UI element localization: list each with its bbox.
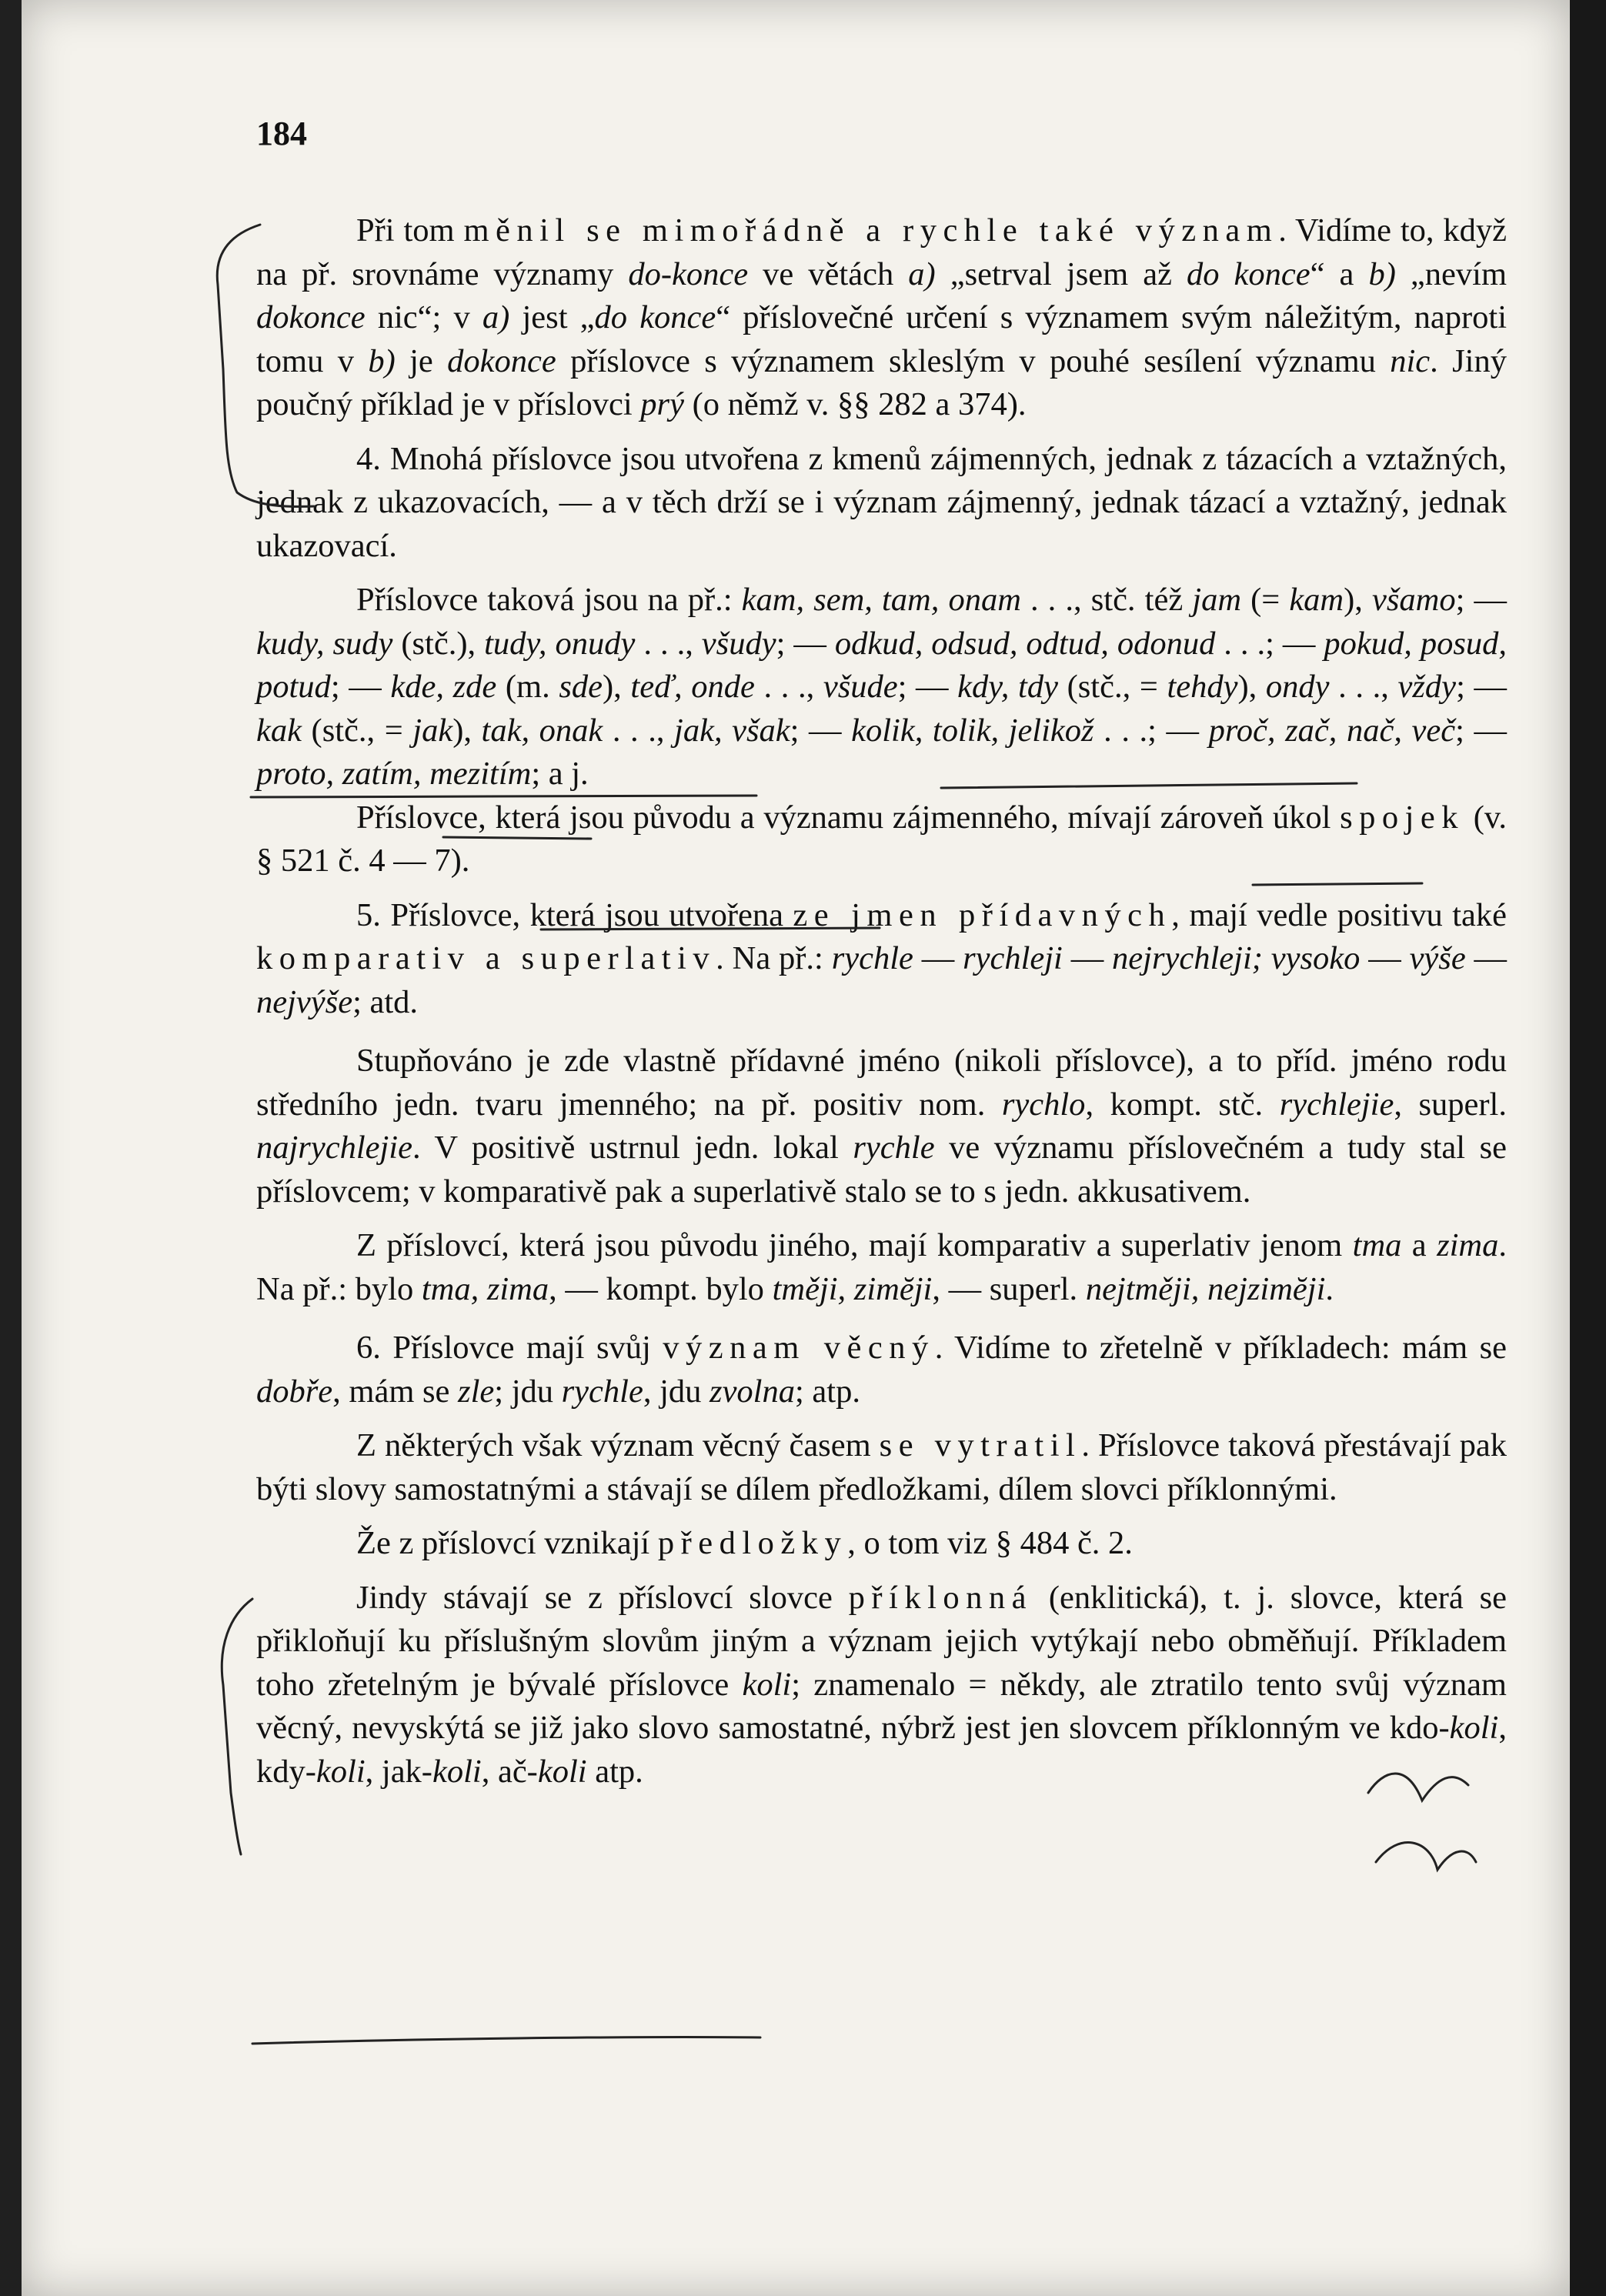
italic-term: do konce (594, 299, 716, 335)
text-run: . V positivě ustrnul jedn. lokal (412, 1130, 853, 1166)
italic-term: tehdy (1167, 669, 1238, 705)
text-run: ; atp. (795, 1373, 860, 1410)
text-run: ), (1237, 669, 1266, 705)
italic-term: zima (1437, 1227, 1499, 1263)
italic-term: nejrychleji; vysoko (1112, 940, 1361, 976)
text-run: , — superl. (932, 1270, 1086, 1307)
handwritten-note (1368, 1774, 1476, 1870)
text-run: ; — (1456, 669, 1507, 705)
emphasized-text: ze jmen přídavných (793, 896, 1172, 933)
italic-term: rychle (831, 940, 913, 976)
italic-term: dobře (256, 1373, 333, 1410)
text-run: , — kompt. bylo (549, 1270, 773, 1307)
text-run: . (1325, 1270, 1334, 1307)
text-run: — (1062, 940, 1113, 976)
text-run: , kdy- (256, 1710, 1507, 1790)
text-run: . Vidíme to, když na př. srovnáme významy (256, 212, 1507, 292)
margin-bracket-top (217, 225, 314, 506)
text-run: jest „ (509, 299, 595, 335)
text-run: atp. (586, 1753, 643, 1790)
italic-term: jam (1192, 582, 1242, 618)
text-run: ; atd. (352, 983, 419, 1020)
text-run: , jak- (365, 1753, 432, 1790)
italic-term: kak (256, 712, 302, 749)
text-run: je (395, 342, 448, 379)
italic-term: proč, zač, nač, več (1208, 712, 1456, 749)
italic-term: ondy (1265, 669, 1330, 705)
text-run: Z některých však význam věcný časem (356, 1427, 880, 1463)
text-run: 5. Příslovce, která jsou utvořena (356, 896, 793, 933)
italic-term: rychleji (963, 940, 1063, 976)
text-run: . Jiný poučný příklad je v příslovci (256, 342, 1507, 422)
italic-term: zle (458, 1373, 495, 1410)
text-run: ; — (330, 669, 391, 705)
italic-term: kam, sem, tam, onam (741, 582, 1021, 618)
text-run: . Příslovce taková přestávají pak býti slovy samostatnými a stávají se dílem předložkami, dílem slovci příklonnými. (256, 1427, 1508, 1507)
text-run: (stč.), (392, 625, 485, 662)
italic-term: prý (640, 386, 684, 422)
italic-term: proto, zatím, mezitím (256, 756, 532, 792)
italic-term: všudy (701, 625, 776, 662)
text-run: ; a j. (531, 756, 589, 792)
italic-term: dokonce (447, 342, 556, 379)
italic-term: koli (1449, 1710, 1499, 1746)
italic-term: rychlejie (1279, 1086, 1394, 1123)
text-run: (m. (496, 669, 559, 705)
scan-edge-right (1570, 0, 1606, 2296)
text-run: ve větách (748, 255, 909, 292)
italic-term: kde, zde (390, 669, 497, 705)
italic-term: nejvýše (256, 983, 353, 1020)
italic-term: koli (432, 1753, 482, 1790)
italic-term: jak, však (674, 712, 790, 749)
italic-term: a) (482, 299, 510, 335)
text-run: . . ., stč. též (1020, 582, 1193, 618)
underline-pokud (941, 783, 1357, 788)
italic-term: b) (1368, 255, 1396, 292)
text-run: ve významu příslovečném a tudy stal se příslovcem; v komparativě pak a superlativě stalo se to s jedn. akkusativem. (256, 1130, 1507, 1210)
text-run: , mají vedle positivu také (1171, 896, 1507, 933)
italic-term: odkud, odsud, odtud, odonud (834, 625, 1216, 662)
text-run: . Na př.: (716, 940, 832, 976)
book-page (22, 0, 1570, 2296)
underline-koli (252, 2037, 760, 2044)
italic-term: teď, onde (630, 669, 755, 705)
italic-term: rychle (561, 1373, 643, 1410)
italic-term: pokud, posud, potud (256, 625, 1507, 705)
text-run: (stč., = (1057, 669, 1167, 705)
italic-term: nic (1390, 342, 1431, 379)
text-run: 4. Mnohá příslovce jsou utvořena z kmenů zájmenných, jednak z tázacích a vztažných, jednak z ukazovacích, — a v těch drží se i význam zájmenný, jednak tázací a vztažný, jednak ukazovací. (256, 440, 1507, 564)
text-run: . . ., (754, 669, 823, 705)
italic-term: výše (1409, 940, 1466, 976)
text-run: (o němž v. §§ 282 a 374). (683, 386, 1027, 422)
italic-term: koli (537, 1753, 587, 1790)
italic-term: tměji, zimĕji (772, 1270, 933, 1307)
text-run: a (1401, 1227, 1437, 1263)
italic-term: do-konce (628, 255, 749, 292)
underline-proc (541, 928, 880, 929)
italic-term: tma (1352, 1227, 1402, 1263)
italic-term: vždy (1397, 669, 1457, 705)
emphasized-text: předložky (657, 1525, 848, 1561)
text-run: Že z příslovcí vznikají (356, 1525, 658, 1561)
text-run: “ příslovečné určení s významem svým náležitým, naproti tomu v (256, 299, 1508, 379)
italic-term: koli (742, 1666, 792, 1703)
italic-term: tma, zima (421, 1270, 549, 1307)
italic-term: kolik, tolik, jelikož (851, 712, 1094, 749)
pencil-annotations (22, 0, 1570, 2296)
text-run: nic“; v (365, 299, 482, 335)
text-run: . Na př.: bylo (256, 1227, 1507, 1307)
text-run: , mám se (332, 1373, 459, 1410)
text-run: ; — (1455, 712, 1507, 749)
italic-term: tudy, onudy (484, 625, 636, 662)
emphasized-text: měnil se mimořádně a rychle také význam (463, 212, 1279, 249)
text-run: Při tom (356, 212, 464, 249)
text-run: (enklitická), t. j. slovce, která se přikloňují ku příslušným slovům jiným a význam jejich vytýkají nebo obměňují. Příkladem toho zřetelným je bývalé příslovce (256, 1579, 1507, 1703)
text-run: ), (1344, 582, 1372, 618)
italic-term: do konce (1186, 255, 1311, 292)
italic-term: zvolna (710, 1373, 795, 1410)
text-run: 6. Příslovce mají svůj (356, 1330, 663, 1366)
text-run: . Vidíme to zřetelně v příkladech: mám se (934, 1330, 1507, 1366)
italic-term: dokonce (256, 299, 366, 335)
margin-bracket-bottom (222, 1599, 252, 1854)
text-run: ; — (790, 712, 852, 749)
text-run: . . .; — (1093, 712, 1209, 749)
text-run: (= (1241, 582, 1290, 618)
text-run: ; — (1455, 582, 1508, 618)
text-run: ; jdu (494, 1373, 562, 1410)
text-run: “ a (1310, 255, 1369, 292)
text-run: , ač- (481, 1753, 538, 1790)
text-run: ), (603, 669, 631, 705)
italic-term: všamo (1372, 582, 1456, 618)
text-run: — (913, 940, 963, 976)
italic-term: tak, onak (481, 712, 603, 749)
text-run: ; — (897, 669, 958, 705)
italic-term: kdy, tdy (957, 669, 1058, 705)
underline-odkud (251, 796, 756, 797)
italic-term: všude (823, 669, 898, 705)
italic-term: kudy, sudy (256, 625, 393, 662)
text-run: — (1465, 940, 1508, 976)
italic-term: kam (1289, 582, 1344, 618)
text-run: . . ., (635, 625, 702, 662)
text-run: . . ., (603, 712, 675, 749)
text-run: , kompt. stč. (1085, 1086, 1280, 1123)
italic-term: a) (908, 255, 936, 292)
text-run: , superl. (1394, 1086, 1507, 1123)
text-run: , jdu (643, 1373, 710, 1410)
text-run: ; — (776, 625, 835, 662)
underline-ted (443, 837, 591, 839)
italic-term: koli (316, 1753, 366, 1790)
text-run: , o tom viz § 484 č. 2. (847, 1525, 1133, 1561)
text-run: „nevím (1395, 255, 1507, 292)
italic-term: najrychlejie (256, 1130, 412, 1166)
italic-term: b) (368, 342, 396, 379)
italic-term: jak (412, 712, 453, 749)
emphasized-text: spojek (1340, 799, 1465, 836)
italic-term: sde (559, 669, 603, 705)
italic-term: rychle (853, 1130, 935, 1166)
italic-term: nejtměji, nejzimĕji (1085, 1270, 1326, 1307)
text-run: Jindy stávají se z příslovcí slovce (356, 1579, 849, 1616)
text-run: ; znamenalo = někdy, ale ztratilo tento svůj význam věcný, nevyskýtá se již jako slovo samostatné, nýbrž jest jen slovcem příklonným ve kdo- (256, 1666, 1507, 1746)
text-run: příslovce s významem skleslým v pouhé sesílení významu (556, 342, 1391, 379)
page-number: 184 (256, 115, 307, 152)
text-run: . . ., (1329, 669, 1398, 705)
text-run: Příslovce, která jsou původu a významu zájmenného, mívají zároveň úkol (356, 799, 1341, 836)
text-run: Příslovce taková jsou na př.: (356, 582, 742, 618)
underline-kolik (1253, 883, 1422, 885)
text-run: — (1360, 940, 1410, 976)
text-run: Z příslovcí, která jsou původu jiného, mají komparativ a superlativ jenom (356, 1227, 1353, 1263)
text-run: (v. § 521 č. 4 — 7). (256, 799, 1507, 879)
scan-edge-left (0, 0, 22, 2296)
text-run: ), (452, 712, 482, 749)
emphasized-text: se vytratil (879, 1427, 1082, 1463)
emphasized-text: význam věcný (663, 1330, 935, 1366)
text-run: Stupňováno je zde vlastně přídavné jméno (nikoli příslovce), a to příd. jméno rodu středního jedn. tvaru jmenného; na př. positiv nom. (256, 1043, 1507, 1123)
text-run: (stč., = (301, 712, 413, 749)
emphasized-text: komparativ a superlativ (256, 940, 716, 976)
text-run: „setrval jsem až (935, 255, 1187, 292)
text-run: . . .; — (1215, 625, 1324, 662)
emphasized-text: příklonná (848, 1579, 1033, 1616)
italic-term: rychlo (1001, 1086, 1086, 1123)
